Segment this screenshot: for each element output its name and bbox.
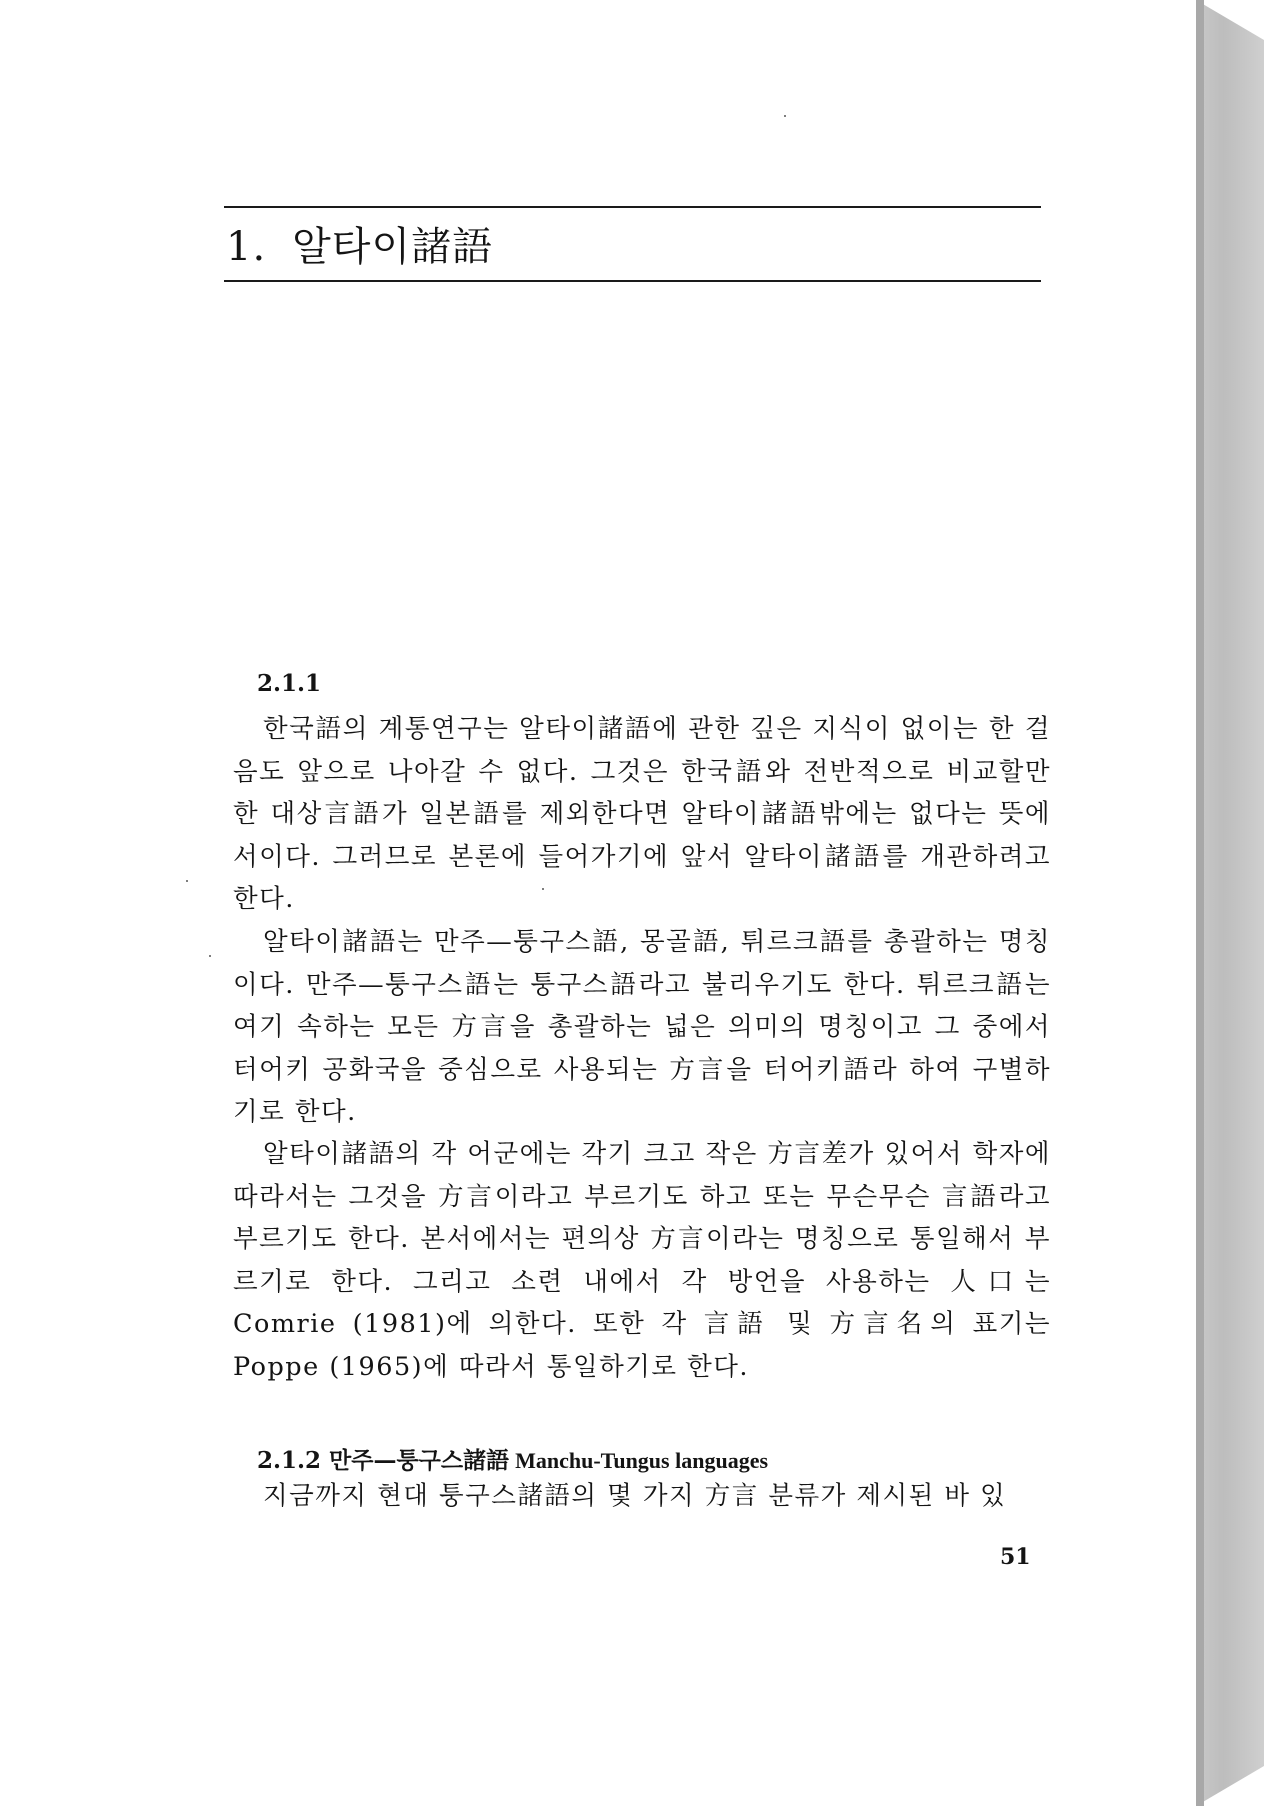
scan-speck	[784, 115, 786, 117]
section-heading-2-1-2	[257, 1442, 768, 1475]
scan-speck	[542, 888, 544, 890]
chapter-title	[226, 222, 493, 272]
book-spine-edge	[1196, 0, 1204, 1806]
page-number: 51	[1000, 1544, 1031, 1570]
chapter-number: 1.	[226, 224, 267, 270]
paragraph: 한국語의 계통연구는 알타이諸語에 관한 깊은 지식이 없이는 한 걸음도 앞으로 나아갈 수 없다. 그것은 한국語와 전반적으로 비교할만한 대상言語가 일본語를 제외한다면 알타이諸語밖에는 없다는 뜻에서이다. 그러므로 본론에 들어가기에 앞서 알타이諸語를 개관하려고 한다.	[233, 714, 1051, 915]
section-heading-2-1-1	[257, 670, 327, 697]
title-bottom-rule	[224, 280, 1041, 282]
scan-speck	[186, 880, 188, 882]
title-top-rule	[224, 206, 1041, 208]
section-heading-text: 2.1.1	[257, 670, 322, 697]
paragraph: 알타이諸語의 각 어군에는 각기 크고 작은 方言差가 있어서 학자에 따라서는 그것을 方言이라고 부르기도 하고 또는 무슨무슨 言語라고 부르기도 한다. 본서에서는 편의상 方言이라는 명칭으로 통일해서 부르기로 한다. 그리고 소련 내에서 각 방언을 사용하는 人口는 Comrie (1981)에 의한다. 또한 각 言語 및 方言名의 표기는 Poppe (1965)에 따라서 통일하기로 한다.	[233, 1139, 1051, 1382]
section-heading-en: Manchu-Tungus languages	[515, 1448, 769, 1473]
book-edge-shadow	[1196, 0, 1264, 1806]
paragraph: 지금까지 현대 퉁구스諸語의 몇 가지 方言 분류가 제시된 바 있	[263, 1481, 1007, 1511]
section-heading-text: 2.1.2 만주—퉁구스諸語	[257, 1447, 510, 1474]
chapter-title-text: 알타이諸語	[292, 224, 494, 270]
paragraph: 알타이諸語는 만주—퉁구스語, 몽골語, 튀르크語를 총괄하는 명칭이다. 만주—퉁구스語는 퉁구스語라고 불리우기도 한다. 튀르크語는 여기 속하는 모든 方言을 총괄하는 넓은 의미의 명칭이고 그 중에서 터어키 공화국을 중심으로 사용되는 方言을 터어키語라 하여 구별하기로 한다.	[233, 927, 1051, 1128]
scan-speck	[209, 955, 211, 957]
